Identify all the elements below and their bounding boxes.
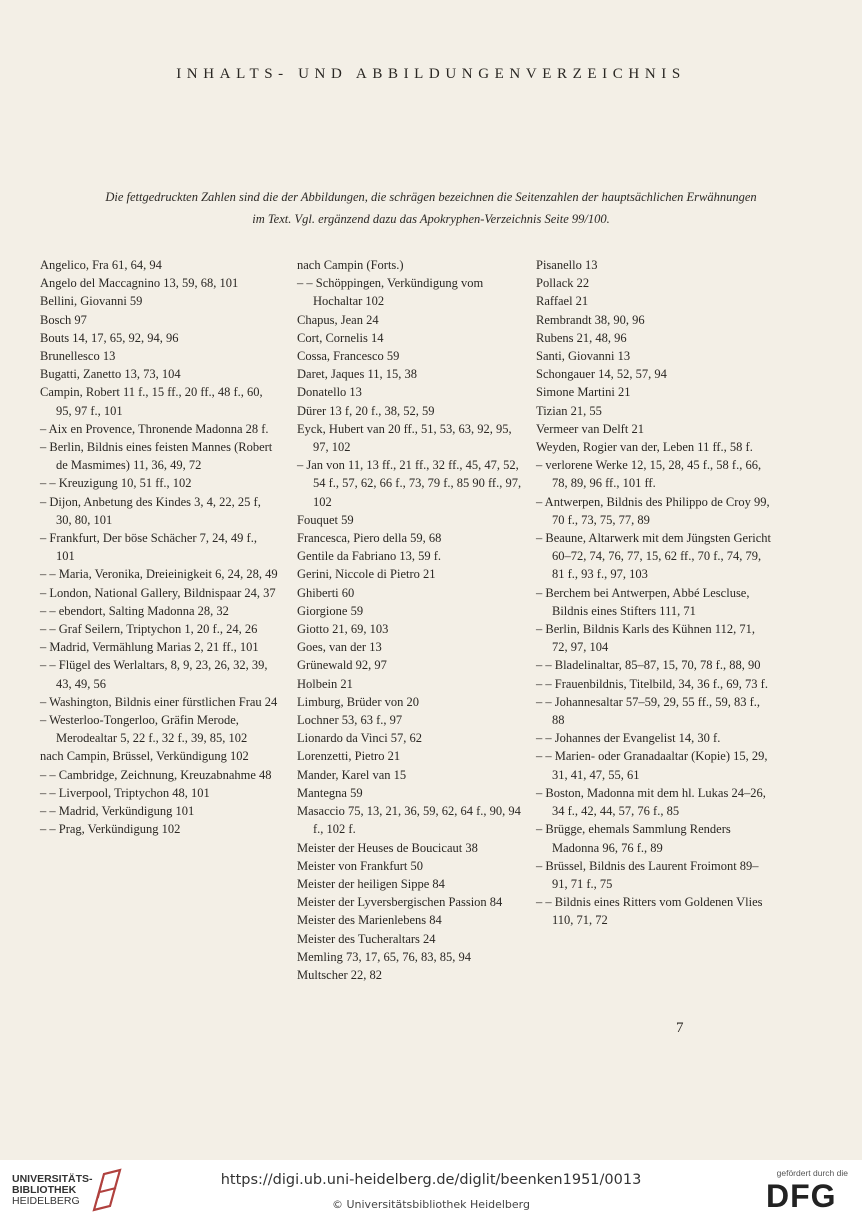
index-entry: Santi, Giovanni 13 xyxy=(536,349,631,364)
index-entry: Weyden, Rogier van der, Leben 11 ff., 58 f. xyxy=(536,440,753,455)
index-entry: – – Liverpool, Triptychon 48, 101 xyxy=(40,785,210,800)
index-entry: Masaccio 75, 13, 21, 36, 59, 62, 64 f., 90, 94 f., 102 f. xyxy=(297,804,521,837)
index-entry: – – ebendort, Salting Madonna 28, 32 xyxy=(40,603,229,618)
index-column-2 xyxy=(297,256,529,984)
index-column-3 xyxy=(536,256,772,930)
index-entry: – Berlin, Bildnis Karls des Kühnen 112, 71, 72, 97, 104 xyxy=(536,622,755,655)
index-entry: – Dijon, Anbetung des Kindes 3, 4, 22, 25 f, 30, 80, 101 xyxy=(40,494,261,527)
index-entry: Dürer 13 f, 20 f., 38, 52, 59 xyxy=(297,403,435,418)
index-entry: Memling 73, 17, 65, 76, 83, 85, 94 xyxy=(297,949,471,964)
index-entry: Gerini, Niccole di Pietro 21 xyxy=(297,567,436,582)
index-entry: – – Maria, Veronika, Dreieinigkeit 6, 24, 28, 49 xyxy=(40,567,278,582)
index-entry: Multscher 22, 82 xyxy=(297,967,383,982)
index-entry: Cossa, Francesco 59 xyxy=(297,349,400,364)
index-entry: Rembrandt 38, 90, 96 xyxy=(536,312,645,327)
index-entry: Meister von Frankfurt 50 xyxy=(297,858,424,873)
index-entry: – Brüssel, Bildnis des Laurent Froimont 89–91, 71 f., 75 xyxy=(536,858,759,891)
index-entry: – Washington, Bildnis einer fürstlichen Frau 24 xyxy=(40,694,278,709)
index-entry: Meister des Tucheraltars 24 xyxy=(297,931,436,946)
index-entry: – Berlin, Bildnis eines feisten Mannes (Robert de Masmimes) 11, 36, 49, 72 xyxy=(40,440,273,473)
index-entry: – – Bladelinaltar, 85–87, 15, 70, 78 f., 88, 90 xyxy=(536,658,761,673)
index-entry: – Frankfurt, Der böse Schächer 7, 24, 49 f., 101 xyxy=(40,531,257,564)
index-entry: – – Cambridge, Zeichnung, Kreuzabnahme 48 xyxy=(40,767,272,782)
index-entry: Lionardo da Vinci 57, 62 xyxy=(297,731,423,746)
index-entry: Angelo del Maccagnino 13, 59, 68, 101 xyxy=(40,276,239,291)
logo-line-3: HEIDELBERG xyxy=(12,1195,80,1207)
index-entry: – – Flügel des Werlaltars, 8, 9, 23, 26, 32, 39, 43, 49, 56 xyxy=(40,658,268,691)
index-entry: Limburg, Brüder von 20 xyxy=(297,694,419,709)
index-entry: Grünewald 92, 97 xyxy=(297,658,387,673)
index-entry: – – Johannes der Evangelist 14, 30 f. xyxy=(536,731,721,746)
index-entry: – – Graf Seilern, Triptychon 1, 20 f., 24, 26 xyxy=(40,622,258,637)
index-column-1 xyxy=(40,256,278,839)
index-entry: – London, National Gallery, Bildnispaar 24, 37 xyxy=(40,585,276,600)
index-entry: Vermeer van Delft 21 xyxy=(536,421,644,436)
index-entry: Bellini, Giovanni 59 xyxy=(40,294,143,309)
index-entry: Rubens 21, 48, 96 xyxy=(536,330,627,345)
index-entry: Raffael 21 xyxy=(536,294,589,309)
index-entry: – Berchem bei Antwerpen, Abbé Lescluse, Bildnis eines Stifters 111, 71 xyxy=(536,585,750,618)
index-entry: Mantegna 59 xyxy=(297,785,363,800)
index-entry: Goes, van der 13 xyxy=(297,640,382,655)
index-entry: – – Johannesaltar 57–59, 29, 55 ff., 59, 83 f., 88 xyxy=(536,694,761,728)
index-entry: Bouts 14, 17, 65, 92, 94, 96 xyxy=(40,330,179,345)
index-entry: – – Kreuzigung 10, 51 ff., 102 xyxy=(40,476,192,491)
index-entry: Ghiberti 60 xyxy=(297,585,355,600)
index-entry: Schongauer 14, 52, 57, 94 xyxy=(536,367,667,382)
index-entry: Giotto 21, 69, 103 xyxy=(297,622,389,637)
footer-bar xyxy=(0,1160,862,1221)
index-entry: – Antwerpen, Bildnis des Philippo de Croy 99, 70 f., 73, 75, 77, 89 xyxy=(536,494,770,527)
permalink-url[interactable]: https://digi.ub.uni-heidelberg.de/diglit/beenken1951/0013 xyxy=(220,1172,642,1188)
index-entry: Fouquet 59 xyxy=(297,512,354,527)
index-entry: Angelico, Fra 61, 64, 94 xyxy=(40,258,162,272)
logo-line-1: UNIVERSITÄTS- xyxy=(12,1173,93,1185)
index-entry: – – Schöppingen, Verkündigung vom Hochaltar 102 xyxy=(297,276,484,309)
index-entry: – Jan von 11, 13 ff., 21 ff., 32 ff., 45, 47, 52, 54 f., 57, 62, 66 f., 73, 79 f., 85 90 ff., 97, 102 xyxy=(297,458,522,509)
page-title: INHALTS- UND ABBILDUNGENVERZEICHNIS xyxy=(176,66,686,82)
index-entry: – Madrid, Vermählung Marias 2, 21 ff., 101 xyxy=(40,640,259,655)
index-entry: – – Frauenbildnis, Titelbild, 34, 36 f., 69, 73 f. xyxy=(536,676,768,691)
index-entry: – Aix en Provence, Thronende Madonna 28 f. xyxy=(40,421,269,436)
index-entry: Lorenzetti, Pietro 21 xyxy=(297,749,401,764)
index-entry: Chapus, Jean 24 xyxy=(297,312,379,327)
index-entry: Holbein 21 xyxy=(297,676,353,691)
dfg-logo[interactable] xyxy=(748,1166,854,1216)
index-entry: Francesca, Piero della 59, 68 xyxy=(297,531,442,546)
logo-line-2: BIBLIOTHEK xyxy=(12,1184,77,1196)
index-entry: Lochner 53, 63 f., 97 xyxy=(297,713,403,728)
index-entry: Meister der Lyversbergischen Passion 84 xyxy=(297,895,503,910)
page-number: 7 xyxy=(676,1020,684,1036)
intro-note xyxy=(30,186,832,230)
index-entry: – Boston, Madonna mit dem hl. Lukas 24–26, 34 f., 42, 44, 57, 76 f., 85 xyxy=(536,785,766,819)
index-entry: – – Marien- oder Granadaaltar (Kopie) 15, 29, 31, 41, 47, 55, 61 xyxy=(536,749,768,782)
index-entry: – – Bildnis eines Ritters vom Goldenen Vlies 110, 71, 72 xyxy=(536,895,763,928)
copyright-notice: © Universitätsbibliothek Heidelberg xyxy=(331,1198,530,1211)
intro-line-2: im Text. Vgl. ergänzend dazu das Apokryphen-Verzeichnis Seite 99/100. xyxy=(252,212,610,226)
index-entry: Giorgione 59 xyxy=(297,603,364,618)
index-entry: – verlorene Werke 12, 15, 28, 45 f., 58 f., 66, 78, 89, 96 ff., 101 ff. xyxy=(536,458,762,491)
index-entry: nach Campin (Forts.) xyxy=(297,258,404,272)
index-entry: Tizian 21, 55 xyxy=(536,403,602,418)
intro-line-1: Die fettgedruckten Zahlen sind die der Abbildungen, die schrägen bezeichnen die Seitenzahlen der hauptsächlichen Erwähnungen xyxy=(105,190,757,204)
index-entry: Meister der heiligen Sippe 84 xyxy=(297,876,445,891)
index-entry: Meister des Marienlebens 84 xyxy=(297,913,442,928)
index-entry: Brunellesco 13 xyxy=(40,349,116,364)
index-entry: – – Prag, Verkündigung 102 xyxy=(40,822,181,837)
index-entry: Donatello 13 xyxy=(297,385,362,400)
index-entry: Bosch 97 xyxy=(40,312,87,327)
index-entry: Pollack 22 xyxy=(536,276,590,291)
index-entry: Campin, Robert 11 f., 15 ff., 20 ff., 48 f., 60, 95, 97 f., 101 xyxy=(40,385,263,418)
index-entry: – Westerloo-Tongerloo, Gräfin Merode, Merodealtar 5, 22 f., 32 f., 39, 85, 102 xyxy=(40,713,248,746)
index-entry: Eyck, Hubert van 20 ff., 51, 53, 63, 92, 95, 97, 102 xyxy=(297,421,512,455)
index-entry: – Beaune, Altarwerk mit dem Jüngsten Gericht 60–72, 74, 76, 77, 15, 62 ff., 70 f., 74, 79, 81 f., 93 f., 97, 103 xyxy=(536,531,772,582)
index-entry: – Brügge, ehemals Sammlung Renders Madonna 96, 76 f., 89 xyxy=(536,822,731,855)
index-entry: – – Madrid, Verkündigung 101 xyxy=(40,804,195,819)
index-entry: Cort, Cornelis 14 xyxy=(297,330,384,345)
index-entry: Mander, Karel van 15 xyxy=(297,767,407,782)
index-entry: Meister der Heuses de Boucicaut 38 xyxy=(297,840,478,855)
dfg-wordmark: DFG xyxy=(766,1178,837,1214)
index-entry: Pisanello 13 xyxy=(536,258,598,272)
dfg-funded-by: gefördert durch die xyxy=(776,1168,848,1178)
index-entry: nach Campin, Brüssel, Verkündigung 102 xyxy=(40,749,249,764)
index-entry: Bugatti, Zanetto 13, 73, 104 xyxy=(40,367,181,382)
index-entry: Simone Martini 21 xyxy=(536,385,631,400)
index-entry: Gentile da Fabriano 13, 59 f. xyxy=(297,549,442,564)
index-entry: Daret, Jaques 11, 15, 38 xyxy=(297,367,417,382)
